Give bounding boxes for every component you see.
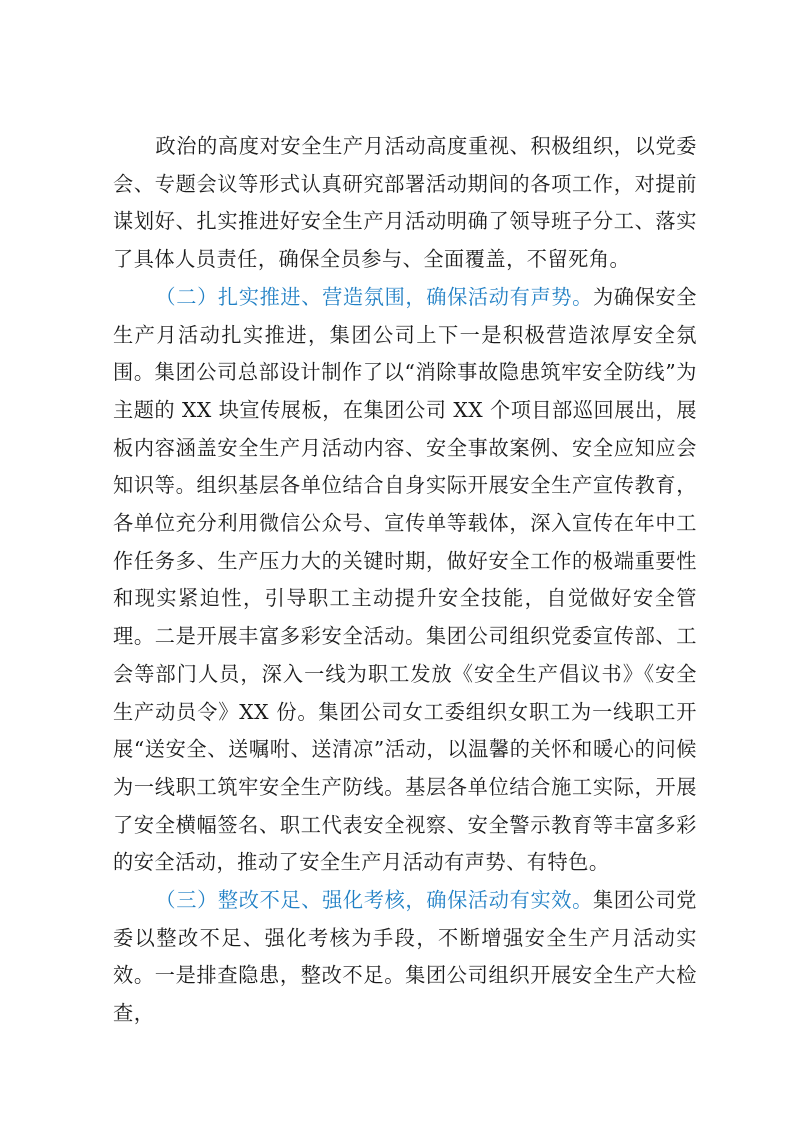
paragraph-text: 政治的高度对安全生产月活动高度重视、积极组织，以党委会、专题会议等形式认真研究部署活动期间的各项工作，对提前谋划好、扎实推进好安全生产月活动明确了领导班子分工、落实了具体人员责任，确保全员参与、全面覆盖，不留死角。 [113, 134, 697, 272]
section-heading-3: （三）整改不足、强化考核，确保活动有实效。 [155, 888, 593, 913]
paragraph-section-2 [113, 279, 697, 882]
document-page [113, 128, 697, 1033]
paragraph-section-3 [113, 882, 697, 1033]
paragraph-text: 为确保安全生产月活动扎实推进，集团公司上下一是积极营造浓厚安全氛围。集团公司总部设计制作了以“消除事故隐患筑牢安全防线”为主题的 XX 块宣传展板，在集团公司 XX 个项目部巡回展出，展板内容涵盖安全生产月活动内容、安全事故案例、安全应知应会知识等。组织基层各单位结合自身实际开展安全生产宣传教育，各单位充分利用微信公众号、宣传单等载体，深入宣传在年中工作任务多、生产压力大的关键时期，做好安全工作的极端重要性和现实紧迫性，引导职工主动提升安全技能，自觉做好安全管理。二是开展丰富多彩安全活动。集团公司组织党委宣传部、工会等部门人员，深入一线为职工发放《安全生产倡议书》《安全生产动员令》XX 份。集团公司女工委组织女职工为一线职工开展“送安全、送嘱咐、送清凉”活动，以温馨的关怀和暖心的问候为一线职工筑牢安全生产防线。基层各单位结合施工实际，开展了安全横幅签名、职工代表安全视察、安全警示教育等丰富多彩的安全活动，推动了安全生产月活动有声势、有特色。 [113, 284, 697, 875]
paragraph-text: 集团公司党委以整改不足、强化考核为手段，不断增强安全生产月活动实效。一是排查隐患，整改不足。集团公司组织开展安全生产大检查， [113, 888, 697, 1026]
section-heading-2: （二）扎实推进、营造氛围，确保活动有声势。 [155, 284, 593, 309]
paragraph-continuation [113, 128, 697, 279]
